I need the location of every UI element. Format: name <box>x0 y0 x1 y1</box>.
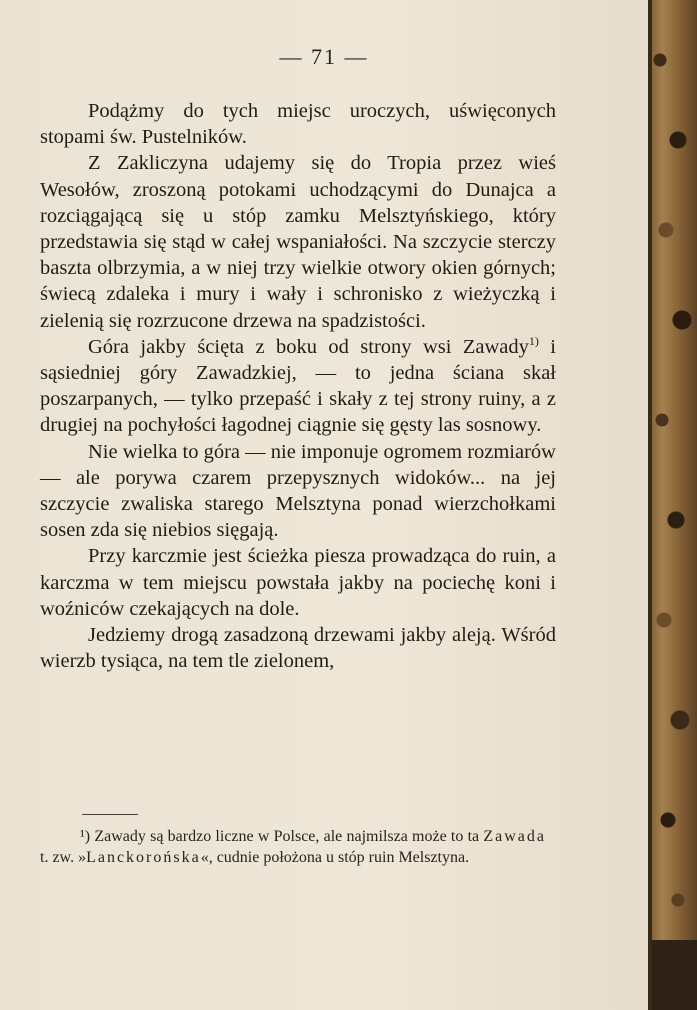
page-number: — 71 — <box>279 44 369 69</box>
footnote-reference: 1) <box>528 334 539 348</box>
paragraph-1: Podążmy do tych miejsc uroczych, uświęconych stopami św. Pustelników. <box>40 100 556 149</box>
book-binding-edge <box>648 0 697 1010</box>
paragraph-3 <box>40 334 556 439</box>
footnote-separator <box>82 814 138 815</box>
footnote-emphasis-zawada: Zawada <box>483 828 546 845</box>
paragraph-2: Z Zakliczyna udajemy się do Tropia przez wieś Wesołów, zroszoną potokami uchodzącymi do Dunajca a rozciągającą się u stóp zamku Melsztyńskiego, który przedstawia się stąd w całej wspaniałości. Na szczycie sterczy baszta olbrzymia, a w niej trzy wielkie otwory okien górnych; świecą zdaleka i mury i wały i schronisko z wieżyczką i zielenią się rozrzucone drzewa na spadzistości. <box>40 152 556 332</box>
footnote-emphasis-lanckoronska: Lanckorońska <box>86 849 201 866</box>
paragraph-5: Przy karczmie jest ścieżka piesza prowadząca do ruin, a karczma w tem miejscu powstała jakby na pociechę koni i woźniców czekających na dole. <box>40 545 556 620</box>
binding-dark-corner <box>652 940 697 1010</box>
paragraph-3-start: Góra jakby ścięta z boku od strony wsi Zawady <box>88 335 529 358</box>
footnote-text-middle: t. zw. » <box>40 849 87 866</box>
footnote <box>40 826 546 868</box>
paragraph-4: Nie wielka to góra — nie imponuje ogromem rozmiarów — ale porywa czarem przepysznych widoków... na jej szczycie zwaliska starego Melsztyna ponad wierzchołkami sosen zda się niebios sięgają. <box>40 440 556 542</box>
page-gutter-shadow <box>648 0 652 1010</box>
footnote-text-start: Zawady są bardzo liczne w Polsce, ale najmilsza może to ta <box>90 828 484 845</box>
footnote-mark: ¹) <box>80 828 91 845</box>
main-text <box>40 98 556 674</box>
paragraph-6: Jedziemy drogą zasadzoną drzewami jakby aleją. Wśród wierzb tysiąca, na tem tle zielonem, <box>40 624 556 673</box>
footnote-text-end: «, cudnie położona u stóp ruin Melsztyna. <box>200 849 470 866</box>
footnote-text <box>40 826 546 868</box>
paragraph-3-end: i sąsiedniej góry Zawadzkiej, — to jedna ściana skał poszarpanych, — tylko przepaść i skały z tej strony ruiny, a z drugiej na pochyłości łagodnej ciągnie się gęsty las sosnowy. <box>40 335 556 437</box>
